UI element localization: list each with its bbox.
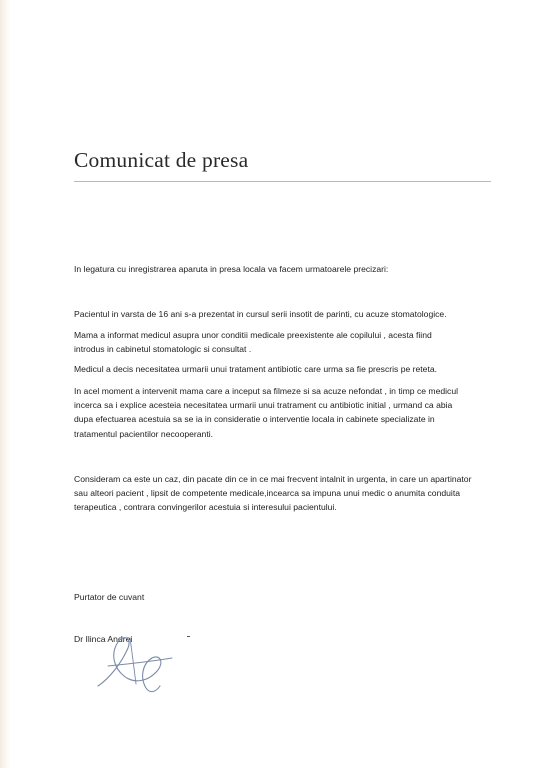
handwritten-signature <box>88 618 208 700</box>
stray-mark <box>187 636 190 637</box>
signatory-name: Dr Ilinca Andrei <box>74 634 133 644</box>
paragraph-doctor-decision: Medicul a decis necesitatea urmarii unui tratament antibiotic care urma sa fie prescris pe reteta. <box>74 364 438 374</box>
paragraph-conclusion: Consideram ca este un caz, din pacate din ce in ce mai frecvent intalnit in urgenta, in care un apartinator sau alteori pacient , lipsit de competente medicale,incearca sa impuna unui medic o anumita conduita terapeutica , contrara convingerilor acestuia si interesului pacientului. <box>74 474 472 513</box>
paragraph-mother: Mama a informat medicul asupra unor conditii medicale preexistente ale copilului , acesta fiind introdus in cabinetul stomatologic si consultat . <box>74 330 432 355</box>
paragraph-incident: In acel moment a intervenit mama care a inceput sa filmeze si sa acuze nefondat , in timp ce medicul incerca sa i explice acesteia necesitatea urmarii unui tratrament cu antibiotic initial , urmand ca abia dupa efectuarea acestuia sa se ia in consideratie o interventie locala in cabinete specializate in tratamentul pacientilor necooperanti. <box>74 386 459 439</box>
page-title: Comunicat de presa <box>74 148 249 172</box>
paragraph-patient: Pacientul in varsta de 16 ani s-a prezentat in cursul serii insotit de parinti, cu acuze stomatologice. <box>74 309 447 319</box>
signatory-role: Purtator de cuvant <box>74 592 145 602</box>
intro-paragraph: In legatura cu inregistrarea aparuta in presa locala va facem urmatoarele precizari: <box>74 264 389 274</box>
title-divider <box>74 181 491 182</box>
page-edge-shadow <box>0 0 10 768</box>
